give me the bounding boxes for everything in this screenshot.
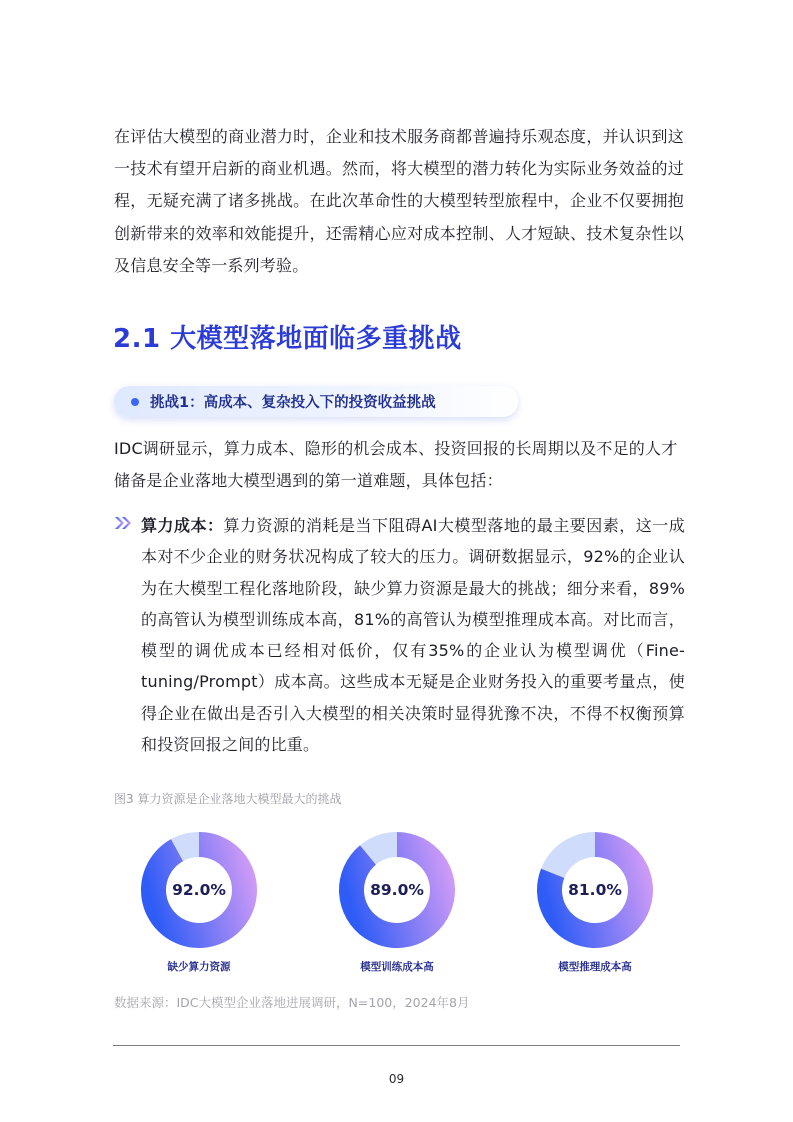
- donut-chart-1: [140, 830, 258, 950]
- bullet-dot-icon: [131, 398, 139, 406]
- footer-divider: [113, 1045, 680, 1046]
- page-number: 09: [388, 1072, 405, 1086]
- challenge-banner: [114, 386, 518, 417]
- bullet-item: [141, 510, 685, 760]
- donut-chart-3: [536, 830, 654, 950]
- figure-caption: 图3 算力资源是企业落地大模型最大的挑战: [114, 792, 342, 806]
- bullet-text: 算力资源的消耗是当下阻碍AI大模型落地的最主要因素，这一成本对不少企业的财务状况构成了较大的压力。调研数据显示，92%的企业认为在大模型工程化落地阶段，缺少算力资源是最大的挑战；细分来看，89%的高管认为模型训练成本高，81%的高管认为模型推理成本高。对比而言，模型的调优成本已经相对低价，仅有35%的企业认为模型调优（Fine-tuning/Prompt）成本高。这些成本无疑是企业财务投入的重要考量点，使得企业在做出是否引入大模型的相关决策时显得犹豫不决，不得不权衡预算和投资回报之间的比重。: [141, 516, 685, 755]
- donut-value: 92.0%: [172, 881, 226, 899]
- donut-label: 模型训练成本高: [360, 961, 434, 973]
- bullet-heading: 算力成本：: [141, 516, 224, 535]
- donut-value: 81.0%: [568, 881, 622, 899]
- double-chevron-icon: [114, 516, 134, 530]
- section-title: 2.1 大模型落地面临多重挑战: [113, 324, 462, 354]
- lead-paragraph: IDC调研显示，算力成本、隐形的机会成本、投资回报的长周期以及不足的人才储备是企业落地大模型遇到的第一道难题，具体包括：: [114, 439, 678, 490]
- donut-label: 缺少算力资源: [167, 961, 231, 973]
- challenge-label: 挑战1：高成本、复杂投入下的投资收益挑战: [150, 395, 436, 411]
- donut-chart-2: [338, 830, 456, 950]
- donut-value: 89.0%: [370, 881, 424, 899]
- source-note: 数据来源：IDC大模型企业落地进展调研，N=100，2024年8月: [114, 995, 470, 1010]
- intro-paragraph: 在评估大模型的商业潜力时，企业和技术服务商都普遍持乐观态度，并认识到这一技术有望开启新的商业机遇。然而，将大模型的潜力转化为实际业务效益的过程，无疑充满了诸多挑战。在此次革命性的大模型转型旅程中，企业不仅要拥抱创新带来的效率和效能提升，还需精心应对成本控制、人才短缺、技术复杂性以及信息安全等一系列考验。: [114, 127, 684, 275]
- donut-label: 模型推理成本高: [558, 961, 632, 973]
